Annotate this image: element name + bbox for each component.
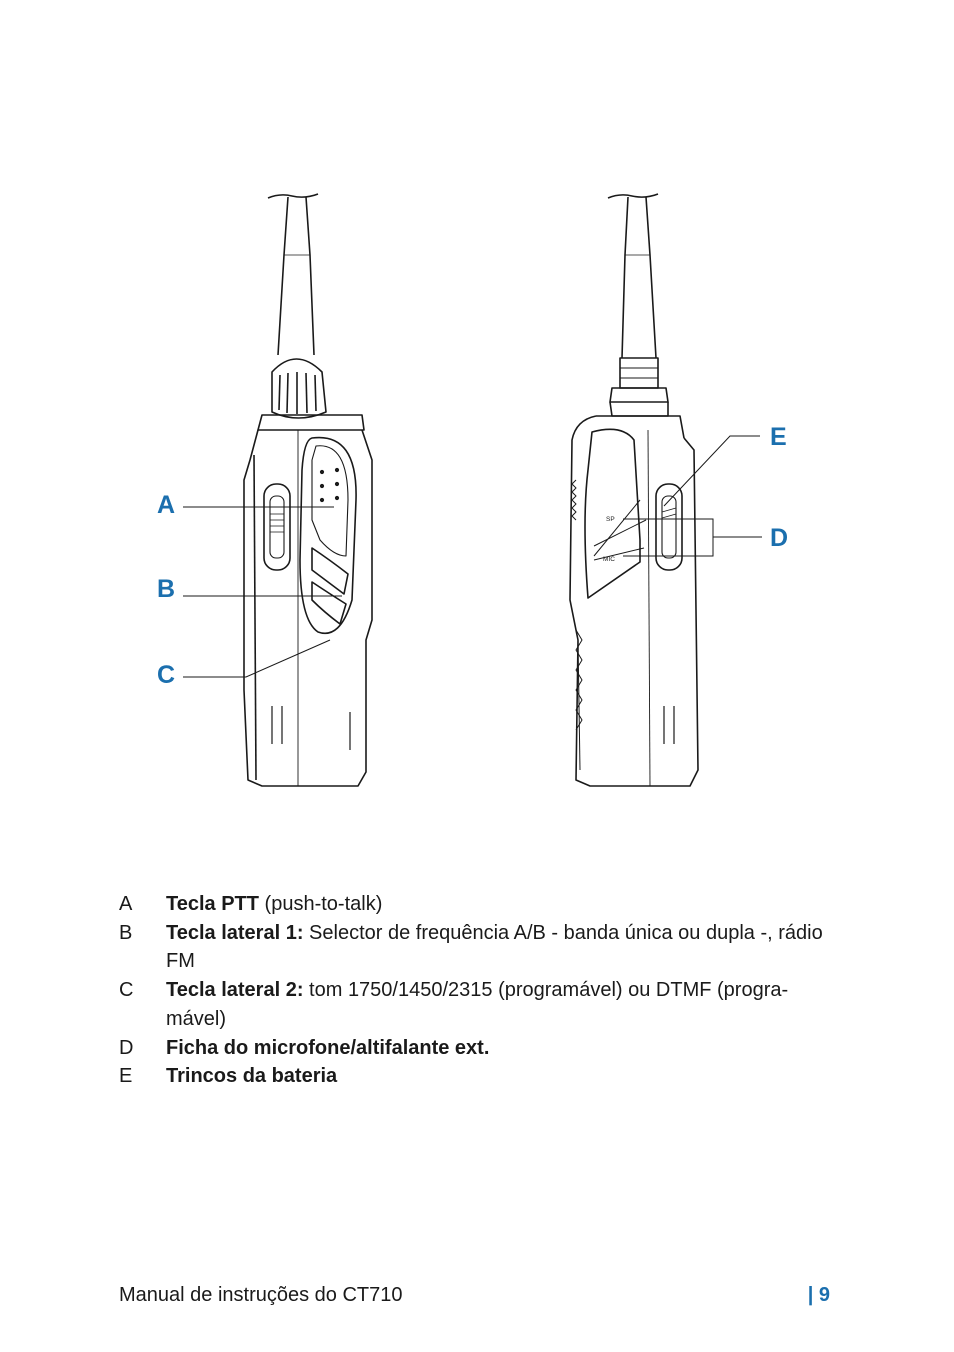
mic-port-label: MIC — [603, 556, 615, 563]
callout-a: A — [157, 491, 176, 519]
legend-item-b — [119, 919, 839, 976]
legend-key: C — [119, 979, 134, 1002]
legend-key: E — [119, 1065, 133, 1088]
legend-key: A — [119, 893, 133, 915]
legend-description — [166, 1062, 839, 1091]
legend-text: (push-to-talk) — [259, 893, 383, 915]
legend-description — [166, 919, 839, 976]
parts-legend — [119, 890, 839, 1091]
speaker-port-label: SP — [606, 516, 615, 523]
legend-title: Ficha do microfone/altifalante ext. — [166, 1036, 490, 1059]
legend-title: Tecla lateral 1: — [166, 921, 304, 944]
page-number: | 9 — [807, 1284, 830, 1306]
legend-item-a — [119, 890, 839, 919]
legend-text: Selector de frequência A/B - banda única ou dupla -, rádio FM — [166, 921, 823, 973]
callout-c: C — [157, 661, 176, 689]
legend-title: Tecla PTT — [166, 893, 259, 915]
callout-lines-left — [183, 507, 342, 677]
callout-b: B — [157, 575, 176, 603]
callout-e: E — [770, 423, 787, 451]
legend-title: Tecla lateral 2: — [166, 979, 304, 1002]
footer-manual-title: Manual de instruções do CT710 — [119, 1284, 403, 1306]
legend-description — [166, 1034, 839, 1063]
legend-item-e — [119, 1062, 839, 1091]
legend-key: B — [119, 921, 133, 944]
callout-d: D — [770, 524, 789, 552]
legend-item-c — [119, 976, 839, 1033]
legend-description — [166, 976, 839, 1033]
legend-description — [166, 890, 839, 919]
legend-title: Trincos da bateria — [166, 1065, 338, 1088]
left-radio — [244, 194, 372, 786]
callout-lines-right — [623, 436, 762, 556]
legend-text: tom 1750/1450/2315 (programável) ou DTMF (progra-mável) — [166, 979, 789, 1030]
legend-item-d — [119, 1034, 839, 1063]
legend-key: D — [119, 1036, 134, 1059]
